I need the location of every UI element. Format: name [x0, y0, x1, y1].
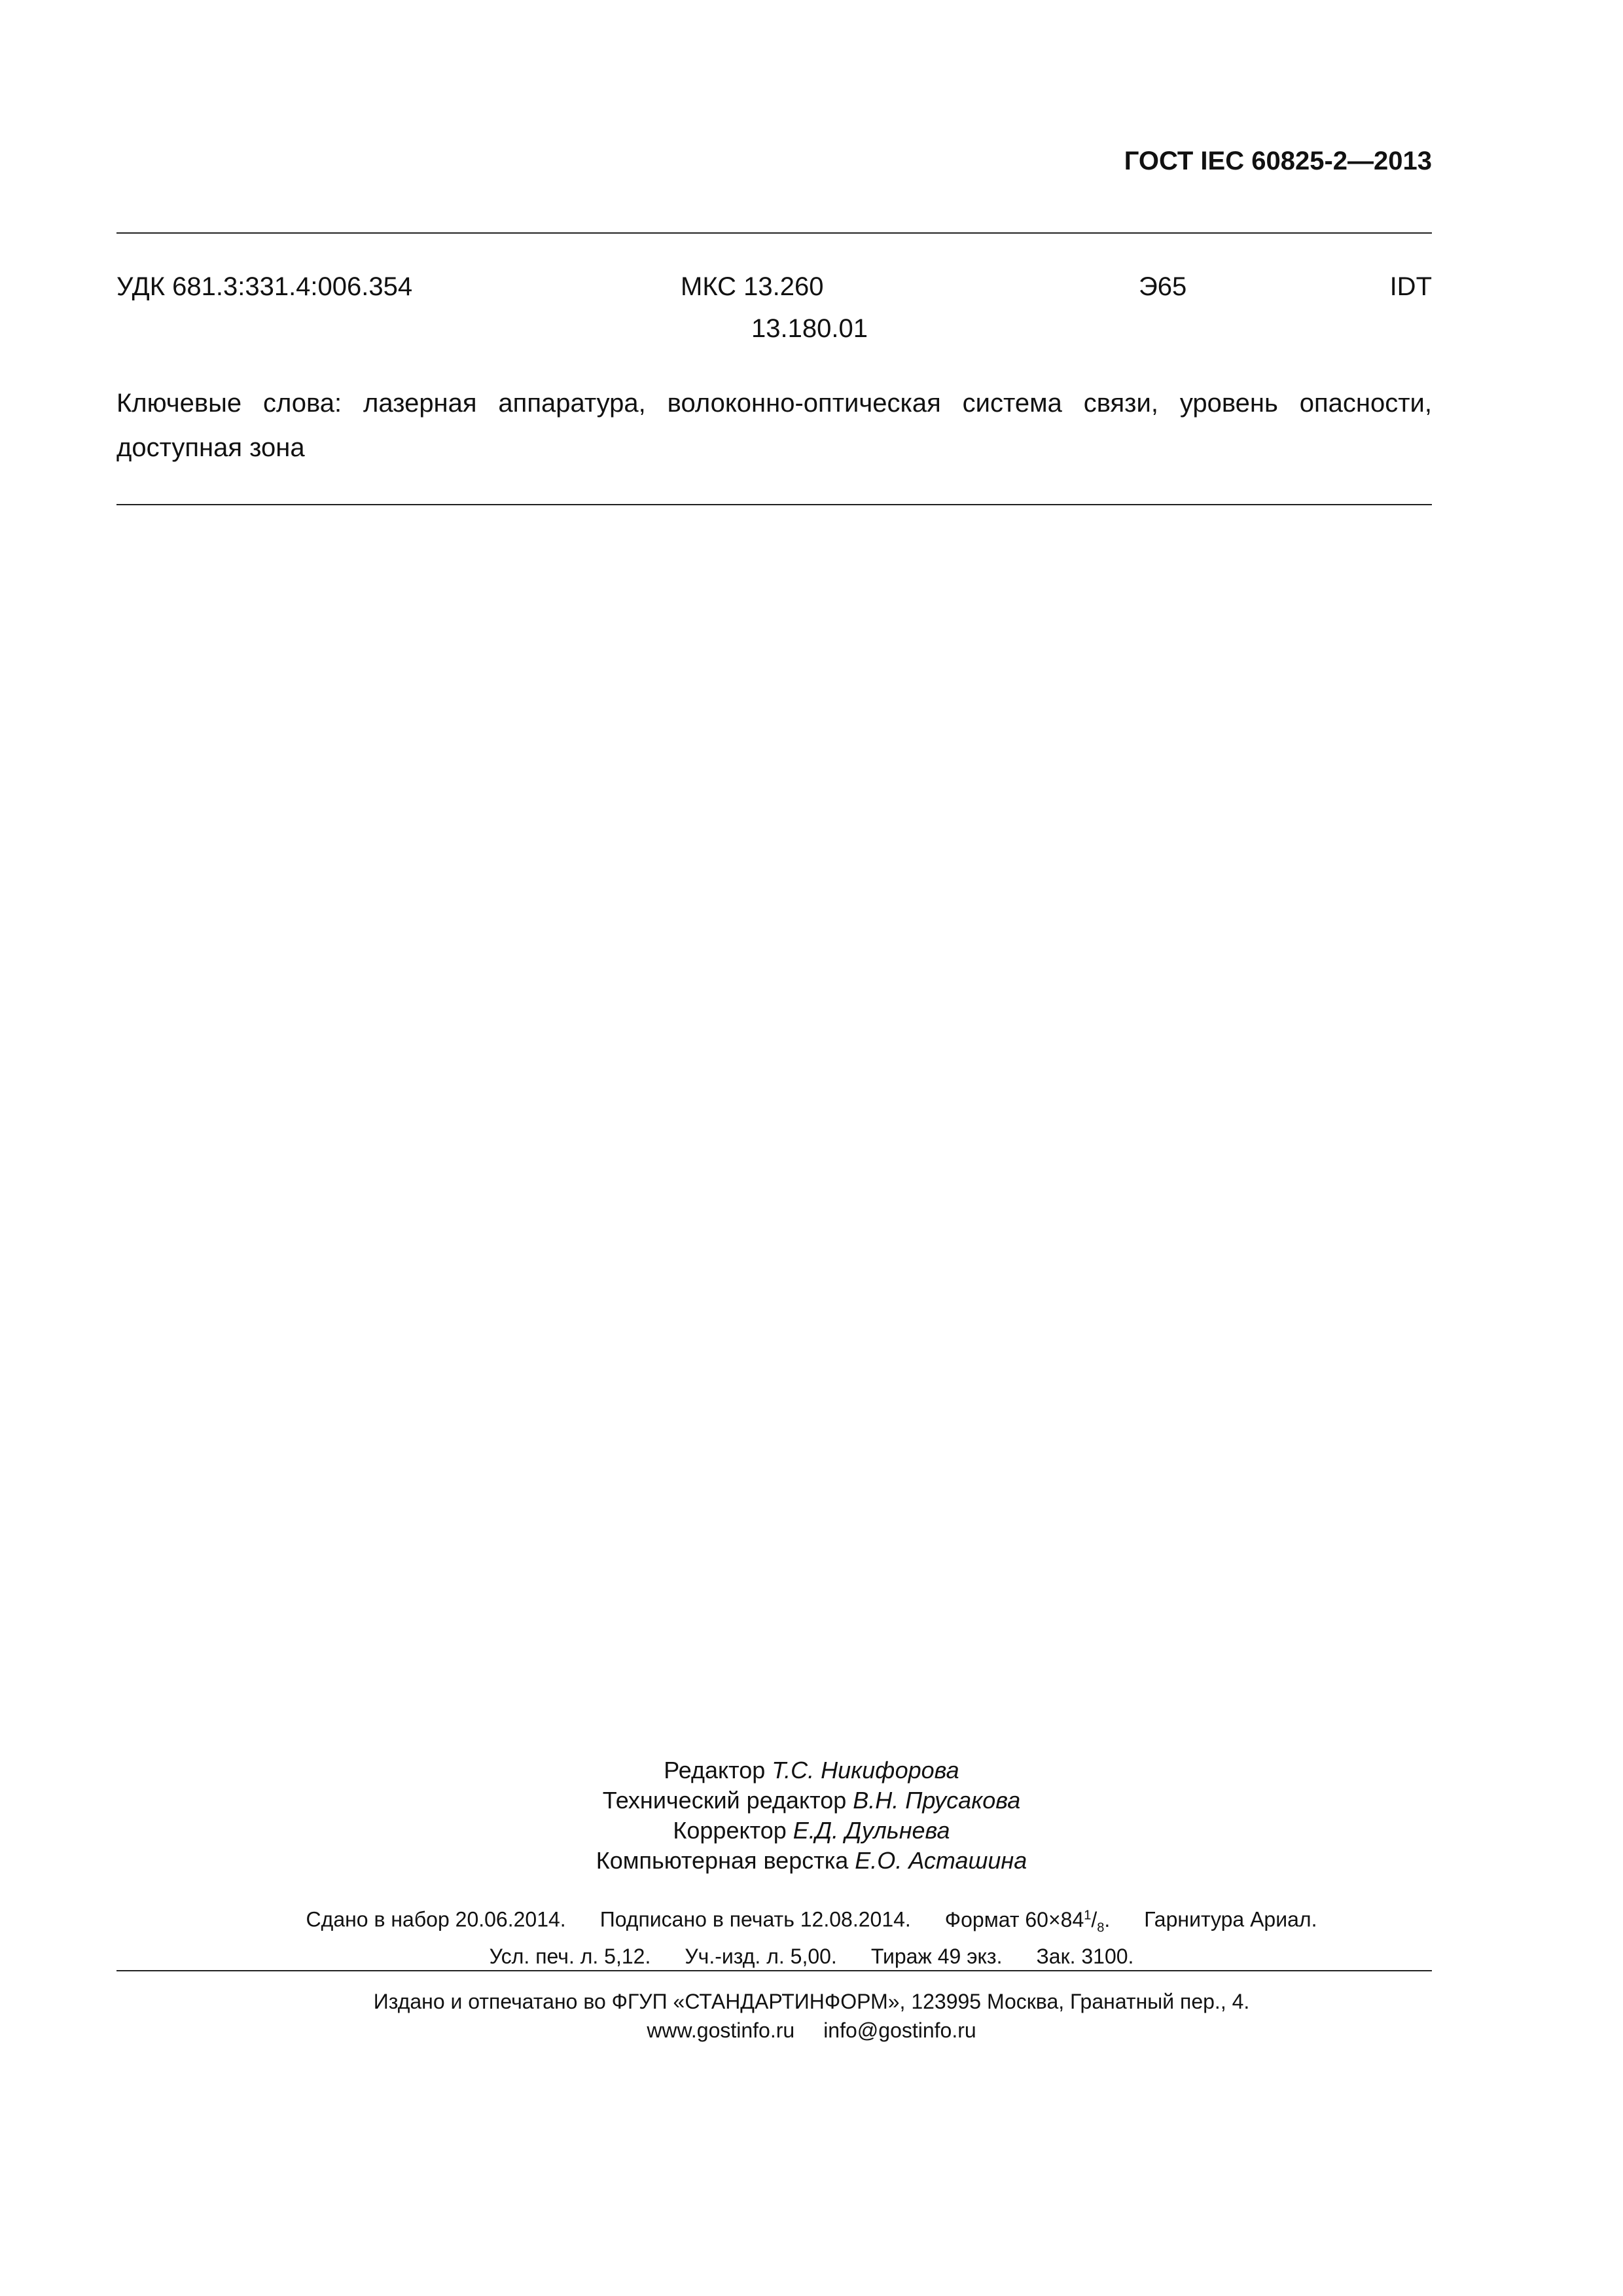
imprint-order: Зак. 3100. — [1036, 1945, 1134, 1969]
mks-code-1: МКС 13.260 — [681, 272, 824, 301]
credit-label: Редактор — [664, 1757, 766, 1784]
publisher-email-link[interactable]: info@gostinfo.ru — [823, 2018, 976, 2042]
udk-code: УДК 681.3:331.4:006.354 — [116, 272, 413, 301]
mks-code-2: 13.180.01 — [751, 314, 868, 343]
credit-proofreader — [0, 1816, 1623, 1846]
credit-tech-editor — [0, 1785, 1623, 1816]
credit-layout — [0, 1846, 1623, 1876]
credit-name: Е.Д. Дульнева — [793, 1817, 950, 1844]
format-prefix: Формат 60×84 — [944, 1907, 1084, 1931]
credit-label: Корректор — [673, 1817, 787, 1844]
imprint-typeface: Гарнитура Ариал. — [1144, 1907, 1317, 1931]
imprint-publisher-sheets: Уч.-изд. л. 5,00. — [685, 1945, 837, 1969]
imprint-format: Формат $60\times 84^1/_8$. — [944, 1907, 1111, 1935]
format-sub: 8 — [1097, 1920, 1105, 1935]
imprint-line-1 — [0, 1901, 1623, 1942]
imprint-block — [0, 1901, 1623, 1971]
keywords: Ключевые слова: лазерная аппаратура, волоконно-оптическая система связи, уровень опасности, доступная зона — [116, 389, 1432, 462]
credit-name: Т.С. Никифорова — [772, 1757, 959, 1784]
conformity-code: IDT — [1389, 272, 1432, 301]
imprint-line-2 — [0, 1942, 1623, 1971]
credit-label: Компьютерная верстка — [596, 1847, 849, 1874]
publisher-website-link[interactable]: www.gostinfo.ru — [647, 2018, 795, 2042]
imprint-signed: Подписано в печать 12.08.2014. — [599, 1907, 911, 1931]
imprint-print-sheets: Усл. печ. л. 5,12. — [489, 1945, 651, 1969]
imprint-circulation: Тираж 49 экз. — [870, 1945, 1003, 1969]
publisher-block — [0, 1987, 1623, 2045]
format-sup: 1 — [1084, 1908, 1092, 1922]
imprint-submitted: Сдано в набор 20.06.2014. — [306, 1907, 566, 1931]
credit-name: В.Н. Прусакова — [853, 1787, 1021, 1814]
publisher-line: Издано и отпечатано во ФГУП «СТАНДАРТИНФОРМ», 123995 Москва, Гранатный пер., 4. — [373, 1990, 1250, 2013]
credit-editor — [0, 1755, 1623, 1785]
header-divider — [116, 232, 1432, 234]
format-suffix: . — [1104, 1907, 1111, 1931]
okstu-code: Э65 — [1139, 272, 1187, 301]
publisher-contacts — [0, 2016, 1623, 2045]
credits-block — [0, 1755, 1623, 1876]
credit-label: Технический редактор — [602, 1787, 847, 1814]
document-number: ГОСТ IEC 60825-2—2013 — [1124, 147, 1432, 175]
credit-name: Е.О. Асташина — [855, 1847, 1027, 1874]
keywords-divider — [116, 504, 1432, 505]
publisher-divider — [116, 1970, 1432, 1971]
